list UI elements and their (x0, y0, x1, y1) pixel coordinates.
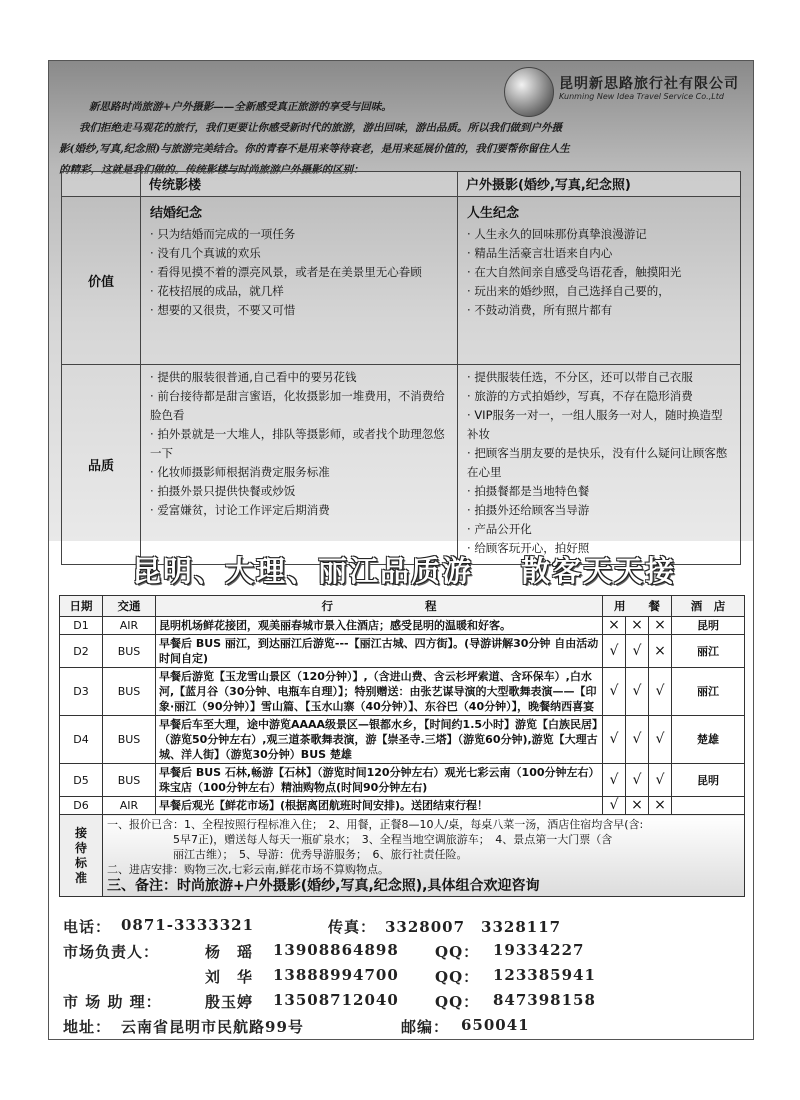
itinerary-row (60, 716, 745, 764)
assistant-line (63, 991, 743, 1016)
manager1-line (63, 941, 743, 966)
outdoor-value-title: 人生纪念 (467, 206, 520, 221)
address-text: 云南省昆明市民航路99号 (121, 1018, 304, 1036)
transport-cell: BUS (103, 668, 156, 716)
compare-item: · 爱富嫌贫，讨论工作评定后期消费 (150, 501, 450, 520)
manager1-phone: 13908864898 (273, 941, 399, 959)
day-cell: D3 (60, 668, 103, 716)
fax-label: 传真： (328, 918, 377, 936)
compare-item: · 玩出来的婚纱照，自己选择自己要的， (467, 282, 733, 301)
hotel-cell (672, 797, 745, 815)
meal-cell: × (626, 617, 649, 635)
manager1-name: 杨 瑶 (205, 943, 254, 961)
compare-item: · 在大自然间亲自感受鸟语花香，触摸阳光 (467, 263, 733, 282)
postcode: 650041 (461, 1016, 530, 1034)
note-line: 丽江古维）； 5、导游：优秀导游服务； 6、旅行社责任险。 (107, 848, 468, 861)
day-cell: D6 (60, 797, 103, 815)
meal-cell: √ (626, 668, 649, 716)
qq-label: QQ： (435, 993, 480, 1011)
day-cell: D1 (60, 617, 103, 635)
manager1-qq: 19334227 (493, 941, 585, 959)
hotel-cell: 丽江 (672, 635, 745, 668)
reception-standards (103, 815, 745, 897)
manager2-name: 刘 华 (205, 968, 254, 986)
compare-item: · 前台接待都是甜言蜜语，化妆摄影加一堆费用，不消费给脸色看 (150, 387, 450, 425)
route-cell: 早餐后车至大理，途中游览AAAA级景区—银都水乡，【时间约1.5小时】游览【白族民居】（游览50分钟左右）,观三道茶歌舞表演，游【崇圣寺.三塔】（游览60分钟),游览【大理古城、洋人街】（游览30分钟）BUS 楚雄 (156, 716, 603, 764)
compare-item: · 拍外景就是一大堆人，排队等摄影师，或者找个助理忽悠一下 (150, 425, 450, 463)
postcode-label: 邮编： (401, 1018, 450, 1036)
compare-item: · 把顾客当朋友要的是快乐，没有什么疑问让顾客憋在心里 (467, 444, 733, 482)
compare-item: · 提供的服装很普通,自己看中的要另花钱 (150, 368, 450, 387)
compare-item: · 看得见摸不着的漂亮风景，或者是在美景里无心眷顾 (150, 263, 450, 282)
note-line: 5早7正)，赠送每人每天一瓶矿泉水； 3、全程当地空调旅游车； 4、景点第一大门票（含 (107, 833, 613, 846)
meal-cell: × (649, 797, 672, 815)
intro-text (59, 97, 749, 181)
meal-cell: × (603, 617, 626, 635)
header-day: 日期 (60, 596, 103, 617)
hotel-cell: 楚雄 (672, 716, 745, 764)
outdoor-quality-cell (458, 365, 741, 565)
compare-item: · VIP服务一对一，一组人服务一对人，随时换造型补妆 (467, 406, 733, 444)
compare-item: · 没有几个真诚的欢乐 (150, 244, 450, 263)
note-line: 二、进店安排：购物三次,七彩云南,鲜花市场不算购物点。 (107, 863, 389, 876)
compare-item: · 想要的又很贵，不要又可惜 (150, 301, 450, 320)
meal-cell: √ (603, 716, 626, 764)
col-traditional: 传统影楼 (141, 172, 458, 197)
manager2-line (63, 966, 743, 991)
header-meal: 用 餐 (603, 596, 672, 617)
meal-cell: √ (626, 716, 649, 764)
row-value-label: 价值 (62, 197, 141, 365)
transport-cell: AIR (103, 797, 156, 815)
compare-item: · 人生永久的回味那份真挚浪漫游记 (467, 225, 733, 244)
itinerary-row (60, 617, 745, 635)
qq-label: QQ： (435, 943, 480, 961)
compare-item: · 只为结婚而完成的一项任务 (150, 225, 450, 244)
meal-cell: √ (603, 797, 626, 815)
assistant-name: 殷玉婷 (205, 993, 254, 1011)
compare-item: · 拍摄外景只提供快餐或炒饭 (150, 482, 450, 501)
address-line (63, 1016, 743, 1040)
tel-label: 电话： (63, 918, 112, 936)
row-quality-label: 品质 (62, 365, 141, 565)
traditional-value-title: 结婚纪念 (150, 206, 203, 221)
header-hotel: 酒 店 (672, 596, 745, 617)
compare-item: · 给顾客玩开心，拍好照 (467, 539, 733, 558)
compare-item: · 拍摄餐都是当地特色餐 (467, 482, 733, 501)
route-cell: 早餐后观光【鲜花市场】(根据离团航班时间安排)。送团结束行程！ (156, 797, 603, 815)
header-transport: 交通 (103, 596, 156, 617)
intro-line: 的精彩，这就是我们做的。传统影楼与时尚旅游户外摄影的区别： (59, 164, 364, 176)
itinerary-table (59, 595, 745, 897)
company-name-en: Kunming New Idea Travel Service Co.,Ltd (559, 92, 724, 101)
fax-number: 3328007 3328117 (385, 918, 562, 936)
route-cell: 早餐后 BUS 丽江，到达丽江后游览---【丽江古城、四方街】。(导游讲解30分钟 自由活动时间自定) (156, 635, 603, 668)
route-cell: 早餐后游览【玉龙雪山景区（120分钟）】,（含进山费、含云杉坪索道、含环保车）,白水河,【蓝月谷（30分钟、电瓶车自理）】；特别赠送：由张艺谋导演的大型歌舞表演——【印象·丽江（90分钟）】雪山篇、【玉水山寨（40分钟）】、东谷巴（40分钟）】，晚餐纳西喜宴 (156, 668, 603, 716)
address-label: 地址： (63, 1018, 112, 1036)
traditional-quality-cell (141, 365, 458, 565)
tel-number: 0871-3333321 (121, 916, 255, 934)
contact-phone-line (63, 916, 743, 941)
itinerary-row (60, 764, 745, 797)
meal-cell: × (649, 617, 672, 635)
manager2-phone: 13888994700 (273, 966, 399, 984)
meal-cell: × (626, 797, 649, 815)
transport-cell: BUS (103, 764, 156, 797)
compare-item: · 不鼓动消费，所有照片都有 (467, 301, 733, 320)
day-cell: D5 (60, 764, 103, 797)
intro-line: 我们拒绝走马观花的旅行，我们更要让你感受新时代的旅游，游出回味，游出品质。所以我们做到户外摄 (79, 122, 562, 134)
col-outdoor: 户外摄影(婚纱,写真,纪念照) (458, 172, 741, 197)
hotel-cell: 昆明 (672, 764, 745, 797)
meal-cell: √ (603, 668, 626, 716)
assistant-phone: 13508712040 (273, 991, 399, 1009)
meal-cell: × (649, 635, 672, 668)
banner-subtitle: 散客天天接 (521, 554, 677, 588)
intro-line: 新思路时尚旅游+户外摄影——全新感受真正旅游的享受与回味。 (89, 101, 392, 113)
manager-label: 市场负责人： (63, 943, 160, 961)
meal-cell: √ (649, 716, 672, 764)
transport-cell: BUS (103, 635, 156, 668)
banner-title: 昆明、大理、丽江品质游 (131, 554, 473, 588)
compare-item: · 精品生活豪言壮语来自内心 (467, 244, 733, 263)
route-cell: 昆明机场鲜花接团，观美丽春城市景入住酒店；感受昆明的温暖和好客。 (156, 617, 603, 635)
meal-cell: √ (626, 764, 649, 797)
compare-item: · 旅游的方式拍婚纱，写真，不存在隐形消费 (467, 387, 733, 406)
remark-line: 三、备注：时尚旅游+户外摄影(婚纱,写真,纪念照),具体组合欢迎咨询 (107, 878, 540, 894)
meal-cell: √ (649, 668, 672, 716)
hotel-cell: 丽江 (672, 668, 745, 716)
company-name: 昆明新思路旅行社有限公司 (559, 76, 739, 92)
transport-cell: AIR (103, 617, 156, 635)
comparison-table (61, 171, 741, 565)
outdoor-value-cell (458, 197, 741, 365)
compare-item: · 提供服装任选，不分区，还可以带自己衣服 (467, 368, 733, 387)
compare-item: · 拍摄外还给顾客当导游 (467, 501, 733, 520)
itinerary-row (60, 668, 745, 716)
transport-cell: BUS (103, 716, 156, 764)
compare-item: · 化妆师摄影师根据消费定服务标准 (150, 463, 450, 482)
meal-cell: √ (603, 764, 626, 797)
assistant-qq: 847398158 (493, 991, 596, 1009)
note-line: 一、报价已含：1、全程按照行程标准入住； 2、用餐，正餐8—10人/桌，每桌八菜一汤，酒店住宿均含早(含: (107, 818, 644, 831)
intro-line: 影(婚纱,写真,纪念照)与旅游完美结合。你的青春不是用来等待衰老，是用来延展价值的，我们要帮你留住人生 (59, 143, 570, 155)
manager2-qq: 123385941 (493, 966, 596, 984)
compare-item: · 产品公开化 (467, 520, 733, 539)
notes-label: 接 待 标 准 (60, 815, 103, 897)
compare-item: · 花枝招展的成品，就几样 (150, 282, 450, 301)
itinerary-row (60, 635, 745, 668)
meal-cell: √ (649, 764, 672, 797)
header-route: 行 程 (156, 596, 603, 617)
day-cell: D4 (60, 716, 103, 764)
meal-cell: √ (626, 635, 649, 668)
itinerary-row (60, 797, 745, 815)
route-cell: 早餐后 BUS 石林,畅游【石林】（游览时间120分钟左右）观光七彩云南（100分钟左右）珠宝店（100分钟左右）精油购物点(时间90分钟左右) (156, 764, 603, 797)
hotel-cell: 昆明 (672, 617, 745, 635)
traditional-value-cell (141, 197, 458, 365)
tour-banner (59, 549, 749, 590)
contact-info (63, 916, 743, 1040)
travel-flyer (48, 60, 754, 1040)
qq-label: QQ： (435, 968, 480, 986)
meal-cell: √ (603, 635, 626, 668)
day-cell: D2 (60, 635, 103, 668)
assistant-label: 市 场 助 理： (63, 993, 162, 1011)
